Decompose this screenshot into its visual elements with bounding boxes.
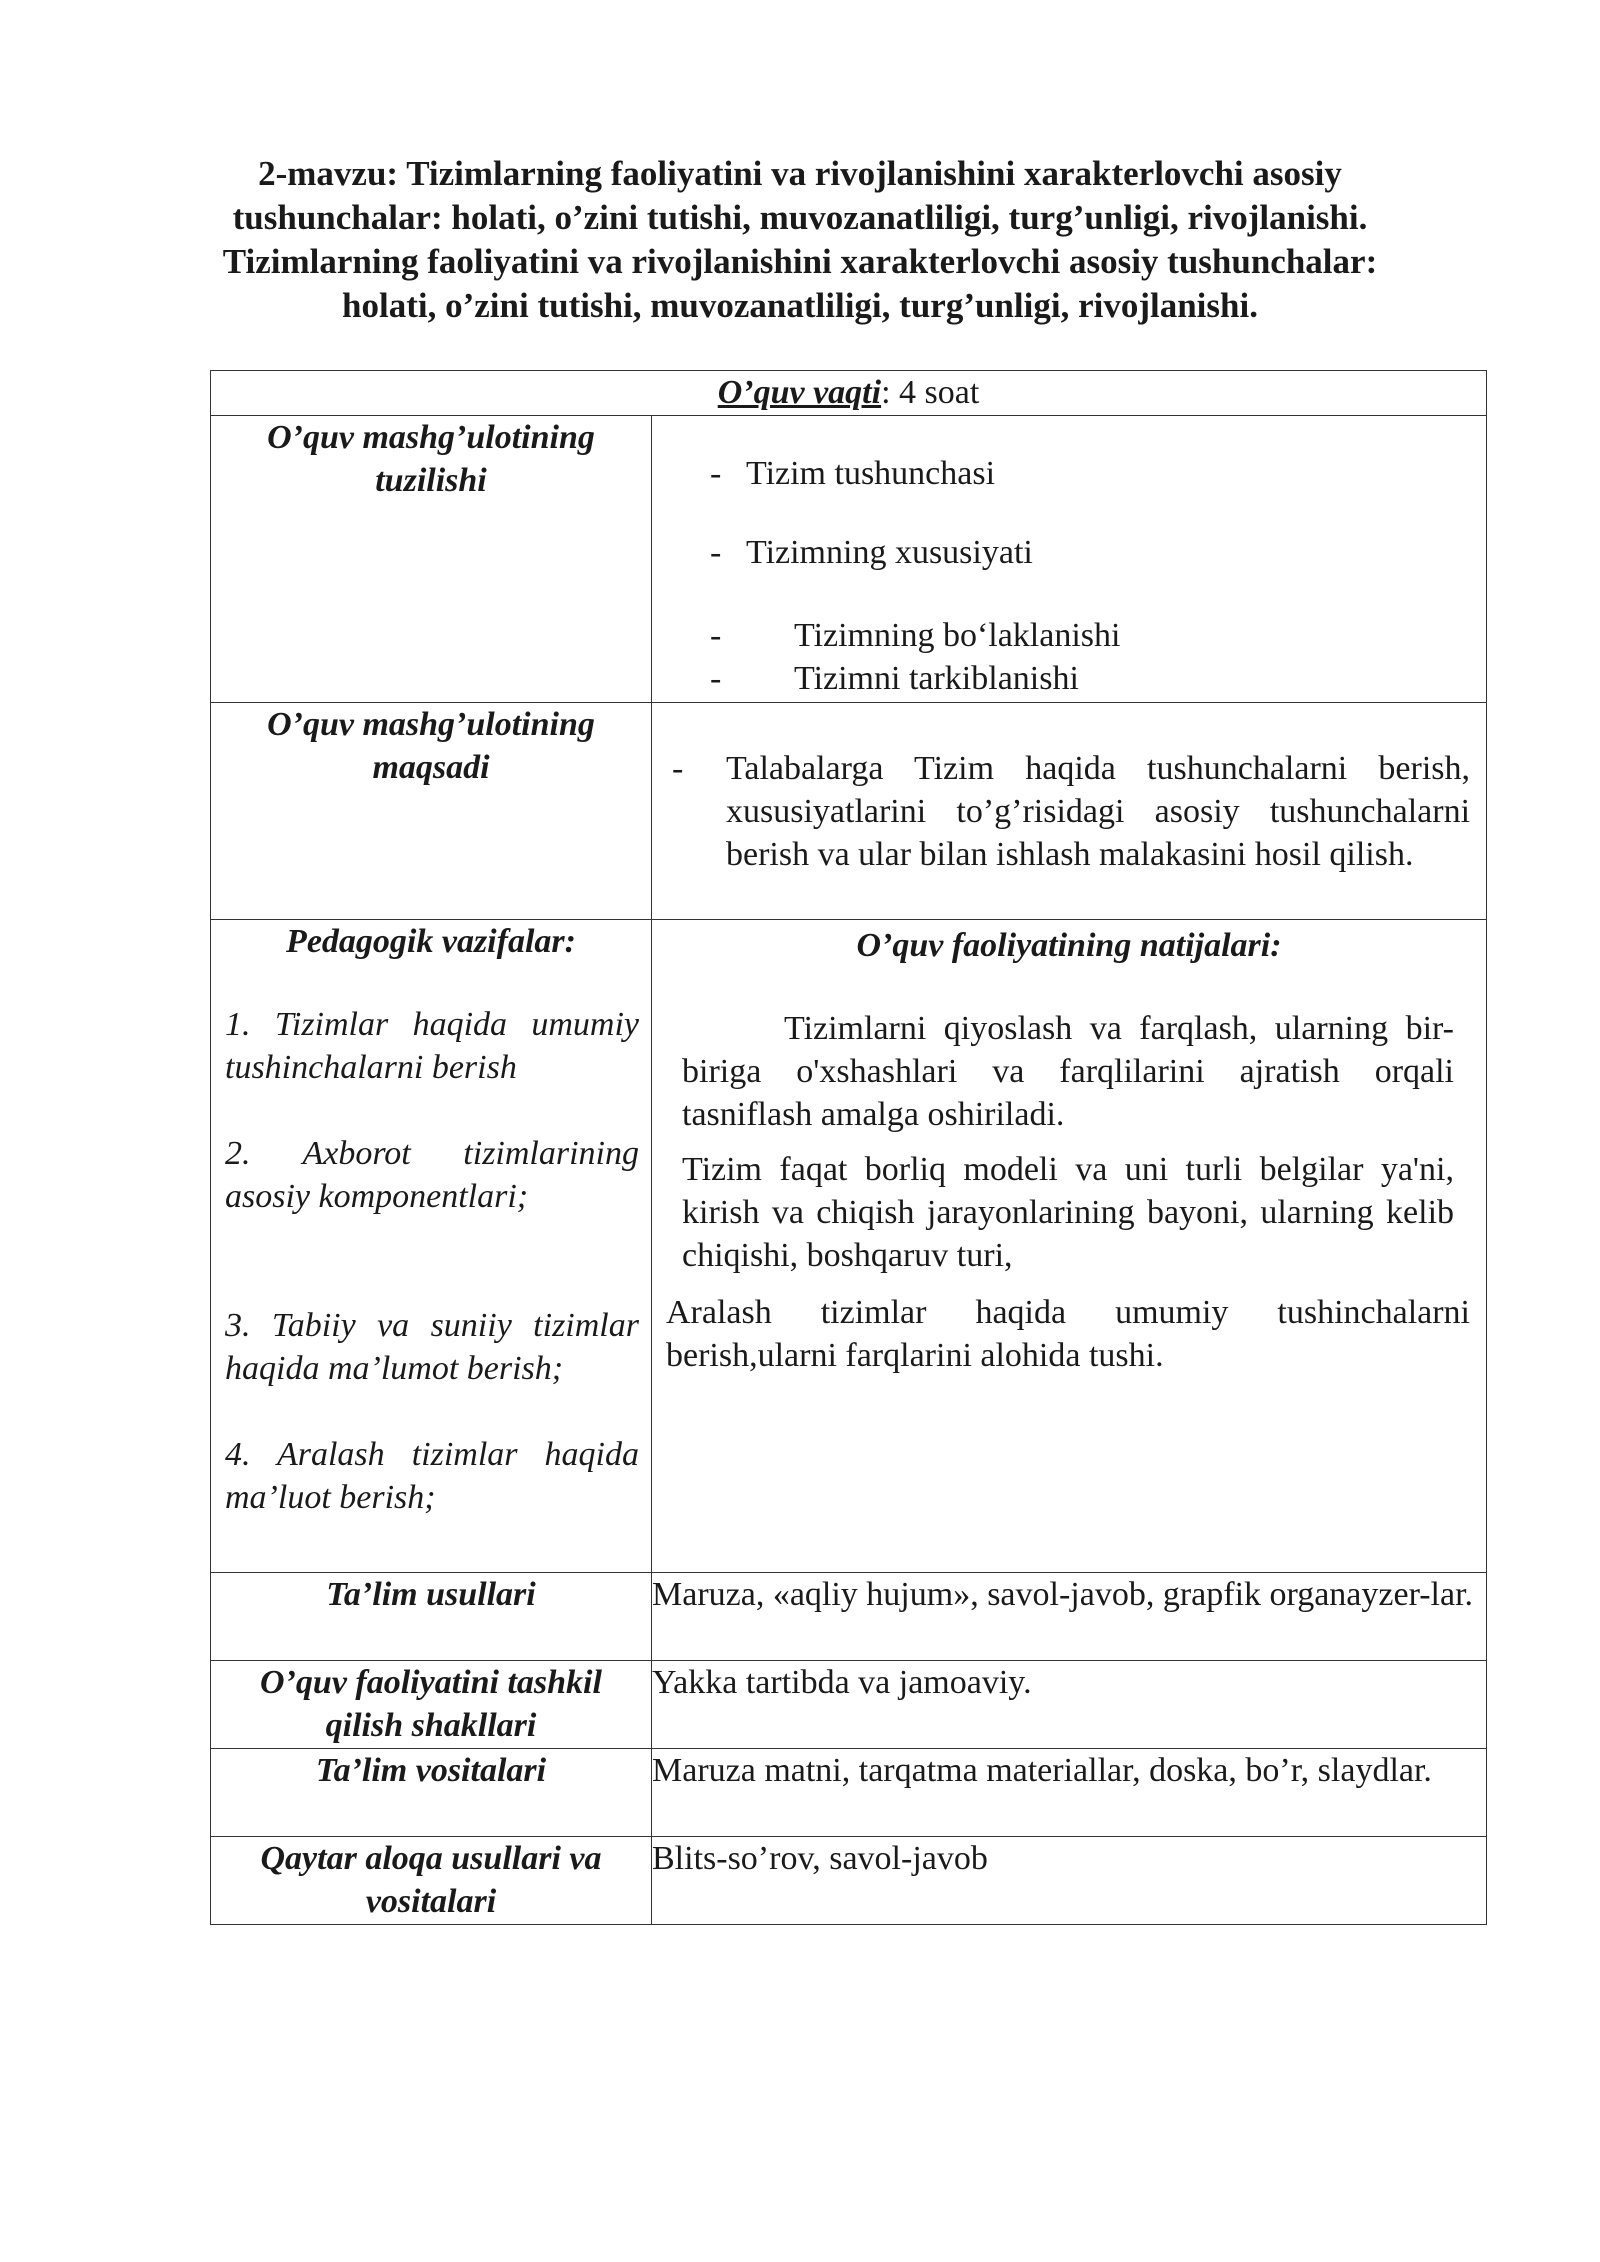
time-row: [211, 371, 1487, 416]
time-label: O’quv vaqti: [717, 374, 882, 411]
pedagogical-tasks: [211, 920, 652, 1573]
row-label: O’quv faoliyatini tashkil qilish shakllari: [211, 1661, 652, 1749]
structure-label: O’quv mashg’ulotining tuzilishi: [211, 416, 652, 703]
result-item: Tizim faqat borliq modeli va uni turli belgilar ya'ni, kirish va chiqish jarayonlarining bayoni, ularning kelib chiqishi, boshqaruv turi,: [682, 1151, 1455, 1274]
title-line: holati, o’zini tutishi, muvozanatliligi, turg’unligi, rivojlanishi.: [342, 286, 1258, 325]
structure-list: [652, 416, 1487, 703]
task-item: 4. Aralash tizimlar haqida ma’luot berish;: [225, 1436, 639, 1516]
lesson-plan-table: [210, 370, 1487, 1925]
title-line: 2-mavzu: Tizimlarning faoliyatini va rivojlanishini xarakterlovchi asosiy: [258, 154, 1342, 193]
list-item: - Tizim tushunchasi: [710, 455, 996, 492]
row-value: Yakka tartibda va jamoaviy.: [652, 1661, 1487, 1749]
row-label: Ta’lim vositalari: [211, 1749, 652, 1837]
result-item: Tizimlarni qiyoslash va farqlash, ularning bir-biriga o'xshashlari va farqlilarini ajratish orqali tasniflash amalga oshiriladi.: [682, 1010, 1455, 1133]
tasks-label: Pedagogik vazifalar:: [286, 923, 576, 960]
goal-text-cell: - Talabalarga Tizim haqida tushunchalarni berish, xususiyatlarini to’g’risidagi asosiy tushunchalarni berish va ular bilan ishlash malakasini hosil qilish.: [652, 703, 1487, 920]
goal-row: [211, 703, 1487, 920]
list-item: - Tizimning xususiyati: [710, 534, 1033, 571]
result-item: Aralash tizimlar haqida umumiy tushinchalarni berish,ularni farqlarini alohida tushi.: [666, 1294, 1471, 1374]
row-label: Ta’lim usullari: [211, 1573, 652, 1661]
task-item: 2. Axborot tizimlarining asosiy komponentlari;: [225, 1135, 639, 1215]
title-line: Tizimlarning faoliyatini va rivojlanishini xarakterlovchi asosiy tushunchalar:: [222, 242, 1378, 281]
forms-row: [211, 1661, 1487, 1749]
row-value: Maruza, «aqliy hujum», savol-javob, grapfik organayzer-lar.: [652, 1573, 1487, 1661]
goal-label: O’quv mashg’ulotining maqsadi: [211, 703, 652, 920]
tools-row: [211, 1749, 1487, 1837]
structure-row: [211, 416, 1487, 703]
methods-row: [211, 1573, 1487, 1661]
tasks-row: [211, 920, 1487, 1573]
row-value: Maruza matni, tarqatma materiallar, doska, bo’r, slaydlar.: [652, 1749, 1487, 1837]
time-value: : 4 soat: [881, 374, 980, 411]
list-item: - Tizimni tarkiblanishi: [710, 660, 1079, 697]
results-label: O’quv faoliyatining natijalari:: [856, 927, 1282, 964]
task-item: 3. Tabiiy va suniiy tizimlar haqida ma’lumot berish;: [225, 1307, 639, 1387]
learning-results: [652, 920, 1487, 1573]
title-line: tushunchalar: holati, o’zini tutishi, muvozanatliligi, turg’unligi, rivojlanishi.: [232, 198, 1368, 237]
document-title: [220, 152, 1380, 328]
list-item: - Tizimning bo‘laklanishi: [710, 617, 1121, 654]
goal-text: Talabalarga Tizim haqida tushunchalarni berish, xususiyatlarini to’g’risidagi asosiy tushunchalarni berish va ular bilan ishlash malakasini hosil qilish.: [726, 750, 1471, 873]
row-value: Blits-so’rov, savol-javob: [652, 1837, 1487, 1925]
row-label: Qaytar aloqa usullari va vositalari: [211, 1837, 652, 1925]
feedback-row: [211, 1837, 1487, 1925]
task-item: 1. Tizimlar haqida umumiy tushinchalarni berish: [225, 1006, 639, 1086]
